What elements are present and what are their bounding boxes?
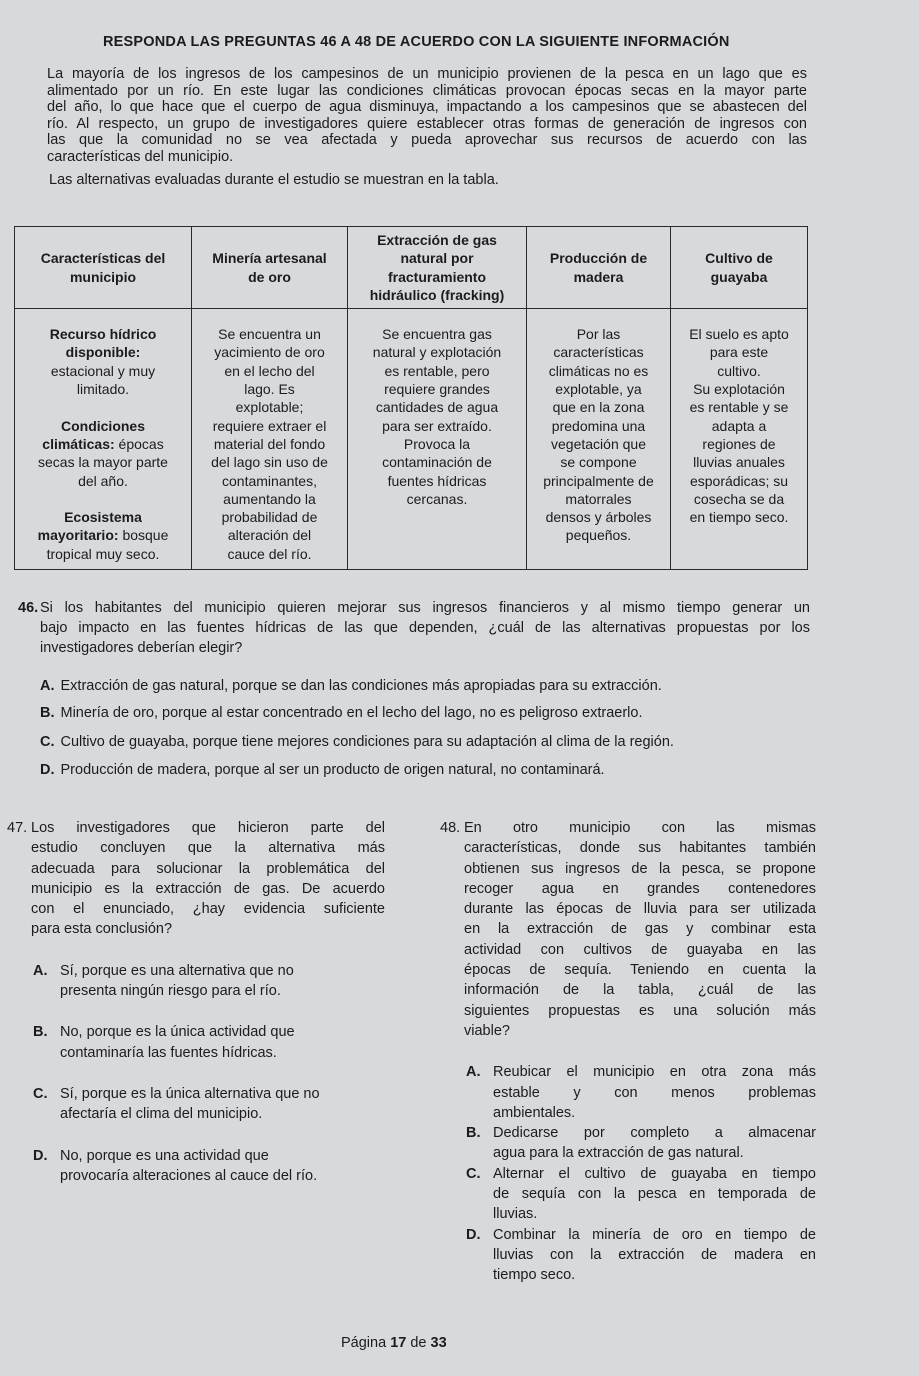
cell-line: para este: [709, 344, 769, 361]
column-header: [527, 227, 671, 309]
intro-line: las que la comunidad no se vea afectada y pueda aprovechar sus recursos de acuerdo con las: [47, 132, 807, 148]
option-letter: A.: [466, 1064, 481, 1081]
cell-line: explotable, ya: [555, 381, 642, 398]
column-header: [671, 227, 808, 309]
cell-line: aumentando la: [223, 490, 316, 507]
question-number: 48.: [440, 820, 461, 836]
question-line: bajo impacto en las fuentes hídricas de las que dependen, ¿cuál de las alternativas propuestas por los: [40, 620, 810, 636]
cell-line: probabilidad de: [221, 509, 318, 526]
option-line: Sí, porque es una alternativa que no: [60, 962, 294, 979]
option-letter: B.: [466, 1125, 481, 1142]
question-line: siguientes propuestas es una solución más: [464, 1002, 816, 1019]
option-line: lluvias.: [493, 1206, 538, 1223]
header-line: municipio: [69, 268, 137, 285]
cell-line: lluvias anuales: [693, 454, 785, 471]
answer-option-d[interactable]: [466, 1225, 816, 1286]
question-line: recoger agua en grandes contenedores: [464, 880, 816, 897]
answer-option-d[interactable]: [33, 1146, 385, 1187]
answer-option-a[interactable]: [466, 1062, 816, 1123]
option-letter: B.: [40, 705, 55, 721]
option-text: Cultivo de guayaba, porque tiene mejores condiciones para su adaptación al clima de la región.: [60, 734, 674, 750]
cell-line: Provoca la: [403, 435, 471, 452]
question-line: características, donde sus habitantes también: [464, 840, 816, 857]
cell-line: cercanas.: [406, 490, 468, 507]
page-number: Página 17 de 33: [341, 1335, 447, 1351]
cell-line: cantidades de agua: [375, 399, 499, 416]
cell-line: contaminantes,: [222, 472, 317, 489]
intro-line: La mayoría de los ingresos de los campesinos de un municipio provienen de la pesca en un lago que es: [47, 66, 807, 82]
cell-line: El suelo es apto: [689, 326, 789, 343]
option-letter: D.: [33, 1147, 48, 1164]
option-line: No, porque es una actividad que: [60, 1147, 269, 1164]
cell-line: cultivo.: [717, 362, 761, 379]
option-letter: C.: [40, 734, 55, 750]
column-header: [348, 227, 527, 309]
mineria-cell: [192, 309, 348, 570]
question-line: épocas de sequía. Teniendo en cuenta la: [464, 962, 816, 979]
option-text: Producción de madera, porque al ser un producto de origen natural, no contaminará.: [60, 762, 605, 778]
option-text: Extracción de gas natural, porque se dan las condiciones más apropiadas para su extracción.: [60, 678, 662, 694]
cell-line: en tiempo seco.: [689, 509, 789, 526]
option-line: de sequía con la pesca en temporada de: [493, 1186, 816, 1203]
cell-line: predomina una: [551, 417, 646, 434]
answer-option-c[interactable]: [466, 1164, 816, 1225]
column-header: [15, 227, 192, 309]
header-line: madera: [573, 268, 624, 285]
gas-cell: [348, 309, 527, 570]
question-line: en la extracción de gas y combinar esta: [464, 921, 816, 938]
question-number: 47.: [7, 820, 28, 836]
answer-option-b[interactable]: [40, 705, 642, 721]
cell-line: que en la zona: [552, 399, 645, 416]
cell-line: Su explotación: [693, 381, 785, 398]
header-line: Características del: [40, 250, 166, 267]
answer-option-b[interactable]: [33, 1022, 385, 1063]
cell-line: matorrales: [565, 490, 632, 507]
question-47: [7, 818, 385, 1186]
option-line: Alternar el cultivo de guayaba en tiempo: [493, 1165, 816, 1182]
header-line: fracturamiento: [387, 268, 487, 285]
header-line: guayaba: [710, 268, 768, 285]
header-line: de oro: [248, 268, 291, 285]
cell-line: regiones de: [702, 435, 776, 452]
question-line: durante las épocas de lluvia para ser utilizada: [464, 901, 816, 918]
option-line: lluvias con la extracción de madera en: [493, 1246, 816, 1263]
cell-line: esporádicas; su: [689, 472, 789, 489]
option-line: Combinar la minería de oro en tiempo de: [493, 1226, 816, 1243]
municipio-cell: Recurso hídrico disponible: estacional y muy limitado. Condiciones climáticas: épocas secas la mayor parte del año. Ecosistema mayoritario: bosque tropical muy seco.: [15, 309, 192, 570]
option-line: presenta ningún riesgo para el río.: [60, 983, 281, 1000]
answer-option-a[interactable]: [40, 678, 662, 694]
question-line: adecuada para solucionar la problemática del: [31, 860, 385, 877]
cell-line: yacimiento de oro: [214, 344, 325, 361]
intro-line: alimentado por un río. En este lugar las condiciones climáticas provocan épocas secas en la mayor parte: [47, 82, 807, 99]
madera-cell: [527, 309, 671, 570]
option-line: Dedicarse por completo a almacenar: [493, 1125, 816, 1142]
option-letter: C.: [466, 1165, 481, 1182]
intro-line: río. Al respecto, un grupo de investigadores quiere establecer otras formas de generación de ingresos con: [47, 115, 807, 132]
cell-line: explotable;: [235, 399, 304, 416]
cell-line: principalmente de: [543, 472, 654, 489]
option-letter: B.: [33, 1024, 48, 1041]
cell-line: material del fondo: [213, 435, 326, 452]
option-line: Reubicar el municipio en otra zona más: [493, 1064, 816, 1081]
question-46: [18, 598, 810, 658]
option-line: ambientales.: [493, 1104, 576, 1121]
question-line: con el enunciado, ¿hay evidencia suficiente: [31, 901, 385, 918]
cell-line: Se encuentra un: [218, 326, 321, 343]
cell-line: cosecha se da: [693, 490, 785, 507]
question-line: estudio concluyen que la alternativa más: [31, 840, 385, 857]
cell-line: características: [553, 344, 644, 361]
cell-line: se compone: [560, 454, 637, 471]
cell-line: fuentes hídricas: [387, 472, 487, 489]
option-letter: A.: [40, 678, 55, 694]
column-header: [192, 227, 348, 309]
question-line: municipio es la extracción de gas. De acuerdo: [31, 880, 385, 897]
question-line: obtienen sus ingresos de la pesca, se propone: [464, 860, 816, 877]
section-heading: RESPONDA LAS PREGUNTAS 46 A 48 DE ACUERDO CON LA SIGUIENTE INFORMACIÓN: [103, 34, 730, 50]
cell-line: cauce del río.: [227, 545, 312, 562]
option-line: agua para la extracción de gas natural.: [493, 1145, 744, 1162]
intro-line: características del municipio.: [47, 148, 234, 165]
answer-option-c[interactable]: [40, 734, 674, 750]
cell-line: Se encuentra gas: [382, 326, 492, 343]
intro-line: del año, lo que hace que el cuerpo de agua disminuya, impactando a los campesinos que se abastecen del: [47, 99, 807, 115]
cell-line: requiere grandes: [384, 381, 490, 398]
cell-line: climáticas no es: [548, 362, 649, 379]
answer-option-a[interactable]: [33, 961, 385, 1002]
cell-line: alteración del: [227, 527, 312, 544]
question-line: Los investigadores que hicieron parte del: [31, 820, 385, 836]
header-line: Producción de: [549, 250, 648, 267]
question-line: Si los habitantes del municipio quieren mejorar sus ingresos financieros y al mismo tiempo generar un: [40, 600, 810, 616]
header-line: natural por: [400, 250, 474, 267]
option-line: provocaría alteraciones al cauce del río.: [60, 1167, 318, 1184]
cell-line: vegetación que: [551, 435, 646, 452]
option-line: estable y con menos problemas: [493, 1084, 816, 1101]
option-letter: C.: [33, 1085, 48, 1102]
cell-line: para ser extraído.: [382, 417, 492, 434]
header-line: Minería artesanal: [212, 250, 327, 267]
question-number: 46.: [18, 600, 39, 616]
question-line: información de la tabla, ¿cuál de las: [464, 982, 816, 999]
cell-line: en el lecho del: [224, 362, 315, 379]
option-line: tiempo seco.: [493, 1267, 576, 1284]
question-line: En otro municipio con las mismas: [464, 820, 816, 836]
option-line: afectaría el clima del municipio.: [60, 1106, 263, 1123]
option-letter: D.: [466, 1226, 481, 1243]
guayaba-cell: [671, 309, 808, 570]
option-line: Sí, porque es la única alternativa que no: [60, 1085, 320, 1102]
question-48: [440, 818, 816, 1286]
option-letter: A.: [33, 962, 48, 979]
cell-line: es rentable, pero: [384, 362, 490, 379]
header-line: Extracción de gas: [377, 232, 497, 248]
cell-line: lago. Es: [244, 381, 295, 398]
option-line: No, porque es la única actividad que: [60, 1024, 295, 1041]
cell-line: requiere extraer el: [212, 417, 327, 434]
answer-option-c[interactable]: [33, 1084, 385, 1125]
table-intro: Las alternativas evaluadas durante el estudio se muestran en la tabla.: [49, 172, 499, 188]
cell-line: contaminación de: [382, 454, 492, 471]
header-line: Cultivo de: [705, 250, 773, 267]
option-text: Minería de oro, porque al estar concentrado en el lecho del lago, no es peligroso extraerlo.: [60, 705, 643, 721]
alternatives-table: [14, 226, 808, 570]
cell-line: es rentable y se: [689, 399, 789, 416]
cell-line: adapta a: [711, 417, 767, 434]
question-line: viable?: [464, 1022, 510, 1039]
cell-line: densos y árboles: [545, 509, 652, 526]
intro-paragraph: [47, 66, 807, 165]
question-line: para esta conclusión?: [31, 921, 173, 938]
cell-line: pequeños.: [565, 527, 632, 544]
option-line: contaminaría las fuentes hídricas.: [60, 1044, 277, 1061]
header-line: hidráulico (fracking): [369, 286, 505, 303]
answer-option-b[interactable]: [466, 1123, 816, 1164]
option-letter: D.: [40, 762, 55, 778]
cell-line: natural y explotación: [372, 344, 502, 361]
question-line: actividad con cultivos de guayaba en las: [464, 941, 816, 958]
cell-line: Por las: [576, 326, 621, 343]
answer-option-d[interactable]: [40, 762, 605, 778]
question-line: investigadores deberían elegir?: [40, 640, 243, 656]
cell-line: del lago sin uso de: [211, 454, 328, 471]
